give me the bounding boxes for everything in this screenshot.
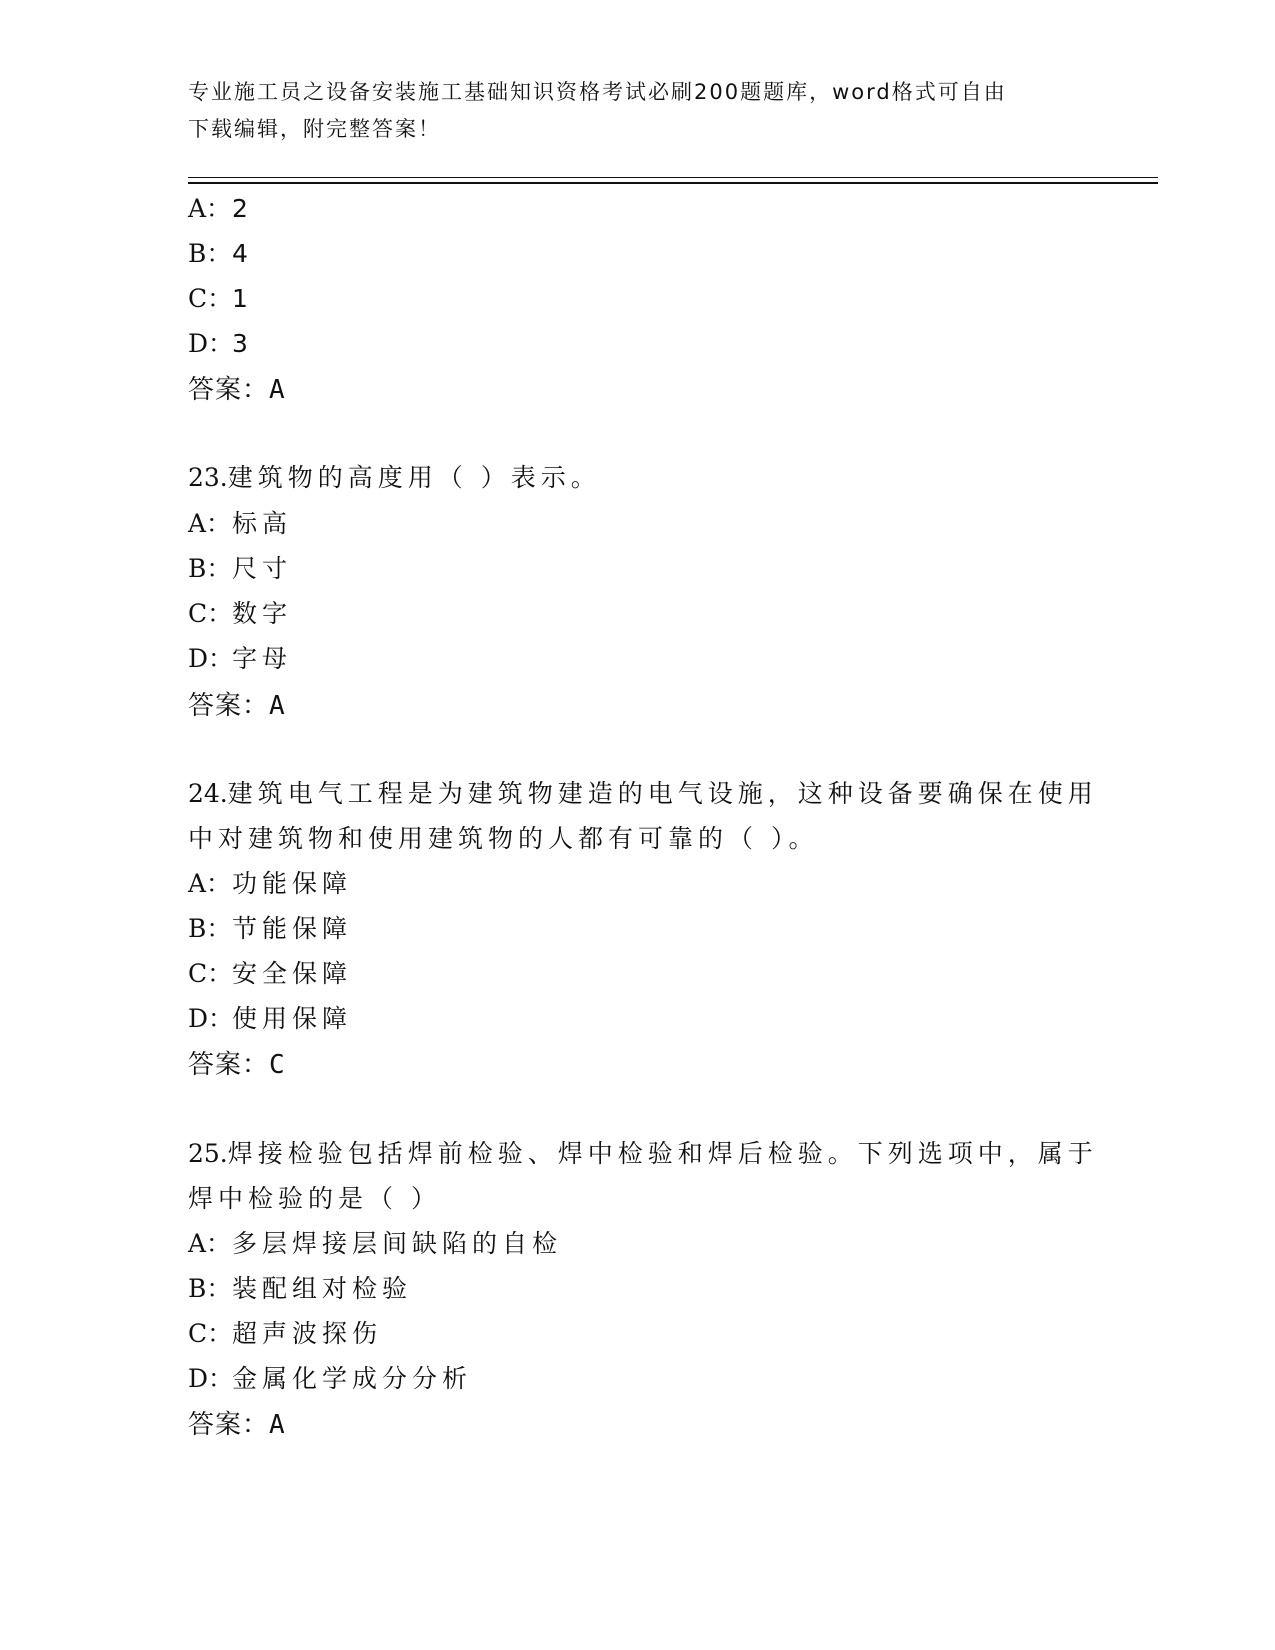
question-25	[188, 1138, 1098, 1170]
document-header	[188, 74, 1088, 148]
prev-answer: 答案：A	[188, 375, 286, 405]
option-key: D：	[188, 1004, 234, 1033]
question-text-line-1: 建筑电气工程是为建筑物建造的电气设施，这种设备要确保在使用	[227, 779, 1098, 808]
option-text: 尺寸	[232, 554, 293, 583]
q24-option-c	[188, 958, 352, 990]
option-key: A：	[188, 509, 232, 538]
header-line-2: 下载编辑，附完整答案！	[188, 117, 441, 141]
q25-option-d	[188, 1363, 472, 1395]
question-number: 25.	[188, 1139, 228, 1168]
option-key: A：	[188, 1229, 232, 1258]
option-key: C：	[188, 959, 233, 988]
option-key: C：	[188, 284, 233, 313]
option-key: A：	[188, 869, 232, 898]
option-key: D：	[188, 1364, 234, 1393]
option-key: B：	[188, 914, 232, 943]
option-text: 使用保障	[232, 1004, 353, 1033]
prev-option-a	[188, 193, 253, 225]
question-24-line-2: 中对建筑物和使用建筑物的人都有可靠的（ ）。	[188, 824, 819, 853]
option-text: 4	[232, 239, 253, 268]
option-text: 节能保障	[232, 914, 353, 943]
option-text: 安全保障	[232, 959, 353, 988]
option-key: C：	[188, 1319, 233, 1348]
option-key: D：	[188, 644, 234, 673]
prev-option-c	[188, 283, 253, 315]
option-text: 1	[232, 284, 253, 313]
question-24	[188, 778, 1098, 810]
question-25-line-2: 焊中检验的是（ ）	[188, 1184, 441, 1213]
header-divider-thin	[188, 177, 1158, 178]
q23-option-c	[188, 598, 292, 630]
option-key: D：	[188, 329, 234, 358]
question-number: 24.	[188, 779, 228, 808]
option-text: 多层焊接层间缺陷的自检	[232, 1229, 563, 1258]
q24-option-d	[188, 1003, 352, 1035]
option-key: B：	[188, 1274, 232, 1303]
option-text: 超声波探伤	[232, 1319, 383, 1348]
option-key: A：	[188, 194, 232, 223]
question-text: 建筑物的高度用（ ）表示。	[227, 463, 601, 492]
header-divider-thick	[188, 182, 1158, 184]
q23-answer: 答案：A	[188, 691, 286, 721]
q24-answer: 答案：C	[188, 1050, 286, 1080]
option-text: 标高	[232, 509, 293, 538]
option-key: B：	[188, 554, 232, 583]
option-text: 装配组对检验	[232, 1274, 413, 1303]
q23-option-a	[188, 508, 292, 540]
option-text: 功能保障	[232, 869, 353, 898]
option-text: 金属化学成分分析	[232, 1364, 473, 1393]
q25-option-a	[188, 1228, 562, 1260]
option-text: 3	[232, 329, 253, 358]
question-text-line-1: 焊接检验包括焊前检验、焊中检验和焊后检验。下列选项中，属于	[227, 1139, 1098, 1168]
header-line-1: 专业施工员之设备安装施工基础知识资格考试必刷200题题库，word格式可自由	[188, 80, 1007, 104]
q24-option-b	[188, 913, 352, 945]
option-text: 字母	[232, 644, 293, 673]
option-text: 2	[232, 194, 253, 223]
q24-option-a	[188, 868, 352, 900]
q23-option-b	[188, 553, 292, 585]
q23-option-d	[188, 643, 292, 675]
q25-answer: 答案：A	[188, 1410, 286, 1440]
option-key: C：	[188, 599, 233, 628]
question-number: 23.	[188, 463, 228, 492]
prev-option-b	[188, 238, 253, 270]
q25-option-c	[188, 1318, 382, 1350]
q25-option-b	[188, 1273, 412, 1305]
question-23	[188, 462, 601, 494]
option-key: B：	[188, 239, 232, 268]
prev-option-d	[188, 328, 253, 360]
option-text: 数字	[232, 599, 293, 628]
